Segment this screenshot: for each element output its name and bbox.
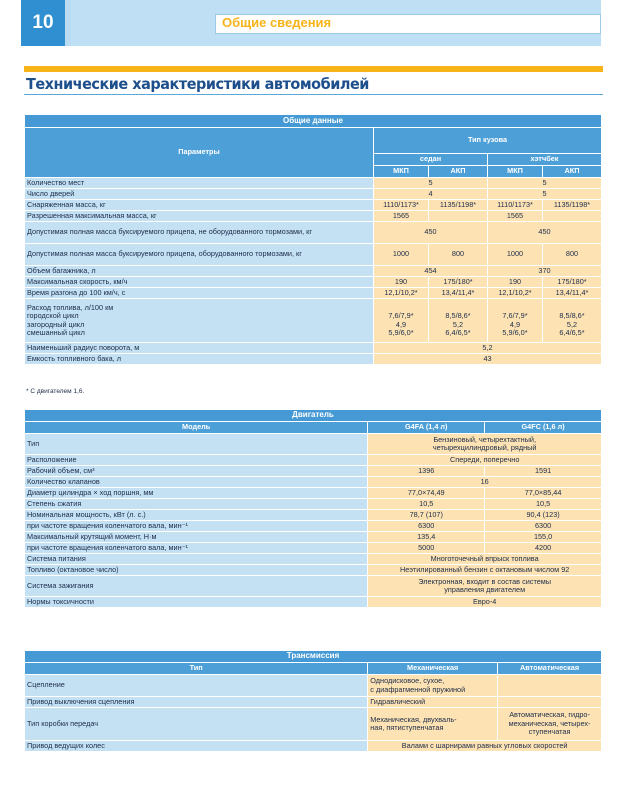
general-data-table — [24, 114, 602, 365]
table-row — [25, 597, 602, 608]
cell-value: 1135/1198* — [543, 200, 602, 211]
cell-value: 10,5 — [368, 499, 485, 510]
cell-value: 155,0 — [485, 532, 602, 543]
g4fc-header: G4FC (1,6 л) — [485, 422, 602, 434]
cell-value: Бензиновый, четырехтактный, четырехцилиндровый, рядный — [368, 434, 602, 455]
row-label — [25, 299, 374, 343]
row-label: Емкость топливного бака, л — [25, 354, 374, 365]
table-row — [25, 488, 602, 499]
row-label: Тип коробки передач — [25, 708, 368, 741]
row-label: Разрешенная максимальная масса, кг — [25, 211, 374, 222]
fuel-city-label: городской цикл — [27, 311, 79, 320]
cell-value: Спереди, поперечно — [368, 455, 602, 466]
body-type-header: Тип кузова — [374, 128, 602, 154]
table-row — [25, 343, 602, 354]
general-caption: Общие данные — [25, 115, 602, 128]
table-row — [25, 741, 602, 752]
cell-value: 454 — [374, 266, 488, 277]
table-row — [25, 299, 602, 343]
table-row — [25, 178, 602, 189]
cell-value: 1000 — [488, 244, 543, 266]
cell-value: 370 — [488, 266, 602, 277]
type-header: Тип — [25, 663, 368, 675]
row-label: Нормы токсичности — [25, 597, 368, 608]
table-row — [25, 510, 602, 521]
sedan-akp-header: АКП — [429, 166, 488, 178]
cell-value: 175/180* — [429, 277, 488, 288]
cell-value: 12,1/10,2* — [374, 288, 429, 299]
cell-value: 5 — [374, 178, 488, 189]
cell-value: 1110/1173* — [488, 200, 543, 211]
cell-value: 8,5/8,6* 5,2 6,4/6,5* — [543, 299, 602, 343]
cell-value: 6300 — [485, 521, 602, 532]
row-label: при частоте вращения коленчатого вала, мин⁻¹ — [25, 543, 368, 554]
cell-value: 800 — [429, 244, 488, 266]
cell-value: Электронная, входит в состав системы управления двигателем — [368, 576, 602, 597]
cell-value: 78,7 (107) — [368, 510, 485, 521]
cell-value: Механическая, двухваль- ная, пятиступенчатая — [368, 708, 498, 741]
row-label: Сцепление — [25, 675, 368, 697]
table-row — [25, 200, 602, 211]
row-label: Максимальная скорость, км/ч — [25, 277, 374, 288]
fuel-title: Расход топлива, л/100 км — [27, 302, 114, 312]
cell-value: 13,4/11,4* — [429, 288, 488, 299]
sedan-header: седан — [374, 154, 488, 166]
params-header: Параметры — [25, 128, 374, 178]
cell-value: Евро-4 — [368, 597, 602, 608]
row-label: Привод ведущих колес — [25, 741, 368, 752]
fuel-mixed-label: смешанный цикл — [27, 328, 85, 337]
cell-value: 135,4 — [368, 532, 485, 543]
row-label: Степень сжатия — [25, 499, 368, 510]
row-label: Объем багажника, л — [25, 266, 374, 277]
row-label: Тип — [25, 434, 368, 455]
cell-value: Многоточечный впрыск топлива — [368, 554, 602, 565]
table-row — [25, 697, 602, 708]
manual-header: Механическая — [368, 663, 498, 675]
table-row — [25, 211, 602, 222]
cell-value: 190 — [488, 277, 543, 288]
hatch-header: хэтчбек — [488, 154, 602, 166]
auto-header: Автоматическая — [498, 663, 602, 675]
cell-value: 5,2 — [374, 343, 602, 354]
cell-value: 90,4 (123) — [485, 510, 602, 521]
cell-value: 1396 — [368, 466, 485, 477]
table-row — [25, 554, 602, 565]
table-row — [25, 521, 602, 532]
cell-value: 4 — [374, 189, 488, 200]
transmission-caption: Трансмиссия — [25, 651, 602, 663]
row-label: Число дверей — [25, 189, 374, 200]
page-header — [0, 0, 627, 48]
cell-value: Автоматическая, гидро- механическая, четырех- ступенчатая — [498, 708, 602, 741]
row-label: Допустимая полная масса буксируемого прицепа, не оборудованного тормозами, кг — [25, 222, 374, 244]
row-label: Расположение — [25, 455, 368, 466]
cell-value: 5000 — [368, 543, 485, 554]
hatch-akp-header: АКП — [543, 166, 602, 178]
row-label: Рабочий объем, см³ — [25, 466, 368, 477]
cell-value: 1591 — [485, 466, 602, 477]
row-label: Время разгона до 100 км/ч, с — [25, 288, 374, 299]
cell-value: 1000 — [374, 244, 429, 266]
engine-caption: Двигатель — [25, 410, 602, 422]
row-label: Снаряженная масса, кг — [25, 200, 374, 211]
cell-value: Неэтилированный бензин с октановым числом 92 — [368, 565, 602, 576]
page-number: 10 — [21, 0, 65, 46]
cell-value: 1135/1198* — [429, 200, 488, 211]
cell-value — [498, 675, 602, 697]
cell-value: 6300 — [368, 521, 485, 532]
cell-value — [543, 211, 602, 222]
cell-value: 10,5 — [485, 499, 602, 510]
section-title: Общие сведения — [222, 15, 332, 30]
footnote: * С двигателем 1,6. — [26, 388, 85, 395]
cell-value — [498, 697, 602, 708]
table-row — [25, 708, 602, 741]
sedan-mkp-header: МКП — [374, 166, 429, 178]
cell-value: 1565 — [374, 211, 429, 222]
table-row — [25, 477, 602, 488]
cell-value: Гидравлический — [368, 697, 498, 708]
table-row — [25, 277, 602, 288]
cell-value: 1110/1173* — [374, 200, 429, 211]
row-label: Количество мест — [25, 178, 374, 189]
cell-value: 77,0×74,49 — [368, 488, 485, 499]
cell-value: 77,0×85,44 — [485, 488, 602, 499]
row-label: Допустимая полная масса буксируемого прицепа, оборудованного тормозами, кг — [25, 244, 374, 266]
table-row — [25, 466, 602, 477]
table-row — [25, 354, 602, 365]
table-row — [25, 543, 602, 554]
row-label: Система питания — [25, 554, 368, 565]
cell-value: 7,6/7,9* 4,9 5,9/6,0* — [374, 299, 429, 343]
table-row — [25, 222, 602, 244]
cell-value: 450 — [488, 222, 602, 244]
cell-value: 4200 — [485, 543, 602, 554]
table-row — [25, 266, 602, 277]
cell-value: 13,4/11,4* — [543, 288, 602, 299]
table-row — [25, 532, 602, 543]
row-label: Система зажигания — [25, 576, 368, 597]
model-header: Модель — [25, 422, 368, 434]
title-accent-bar — [24, 66, 603, 72]
table-row — [25, 455, 602, 466]
page-title: Технические характеристики автомобилей — [26, 75, 369, 93]
cell-value: 1565 — [488, 211, 543, 222]
cell-value: 12,1/10,2* — [488, 288, 543, 299]
cell-value: 43 — [374, 354, 602, 365]
table-row — [25, 189, 602, 200]
table-row — [25, 675, 602, 697]
cell-value: 190 — [374, 277, 429, 288]
cell-value: Валами с шарнирами равных угловых скоростей — [368, 741, 602, 752]
cell-value: 5 — [488, 189, 602, 200]
row-label: Диаметр цилиндра × ход поршня, мм — [25, 488, 368, 499]
engine-table — [24, 409, 602, 608]
title-rule — [24, 94, 603, 95]
cell-value: 5 — [488, 178, 602, 189]
table-row — [25, 565, 602, 576]
row-label: Количество клапанов — [25, 477, 368, 488]
transmission-table — [24, 650, 602, 752]
cell-value: 800 — [543, 244, 602, 266]
cell-value — [429, 211, 488, 222]
table-row — [25, 288, 602, 299]
row-label: Топливо (октановое число) — [25, 565, 368, 576]
row-label: при частоте вращения коленчатого вала, мин⁻¹ — [25, 521, 368, 532]
cell-value: 175/180* — [543, 277, 602, 288]
table-row — [25, 244, 602, 266]
hatch-mkp-header: МКП — [488, 166, 543, 178]
table-row — [25, 499, 602, 510]
cell-value: 8,5/8,6* 5,2 6,4/6,5* — [429, 299, 488, 343]
row-label: Максимальный крутящий момент, Н·м — [25, 532, 368, 543]
table-row — [25, 576, 602, 597]
row-label: Номинальная мощность, кВт (л. с.) — [25, 510, 368, 521]
cell-value: 16 — [368, 477, 602, 488]
cell-value: 7,6/7,9* 4,9 5,9/6,0* — [488, 299, 543, 343]
row-label: Привод выключения сцепления — [25, 697, 368, 708]
g4fa-header: G4FA (1,4 л) — [368, 422, 485, 434]
cell-value: Однодисковое, сухое, с диафрагменной пружиной — [368, 675, 498, 697]
cell-value: 450 — [374, 222, 488, 244]
fuel-highway-label: загородный цикл — [27, 319, 85, 329]
row-label: Наименьший радиус поворота, м — [25, 343, 374, 354]
table-row — [25, 434, 602, 455]
